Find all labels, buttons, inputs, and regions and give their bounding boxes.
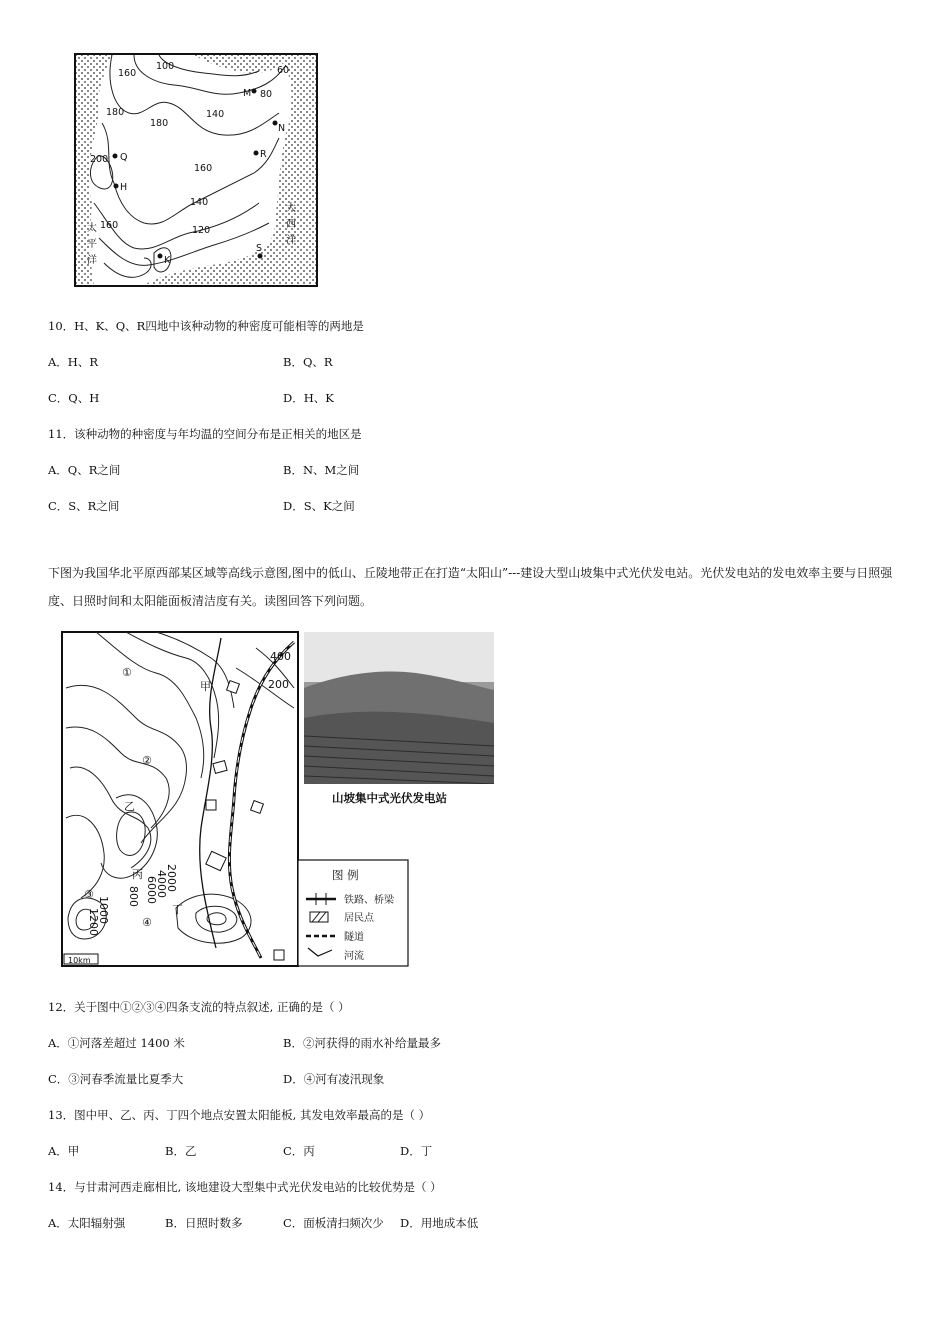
pv-station-photo: [304, 632, 494, 810]
q13-option-c[interactable]: C．丙: [283, 1144, 315, 1158]
q10-option-d[interactable]: D．H、K: [283, 391, 334, 405]
q12-option-a[interactable]: A．①河落差超过 1400 米: [48, 1036, 185, 1050]
place-label: 甲: [200, 680, 211, 693]
contour-label: 1200: [87, 908, 100, 936]
river-label: ③: [84, 888, 94, 901]
contour-label: 1000: [97, 896, 110, 924]
legend: [298, 860, 408, 966]
scale-label: 10km: [68, 956, 91, 965]
place-label: 丙: [132, 868, 143, 881]
ocean-label: 太: [87, 223, 97, 234]
point-label: Q: [120, 152, 128, 163]
q13-option-a[interactable]: A．甲: [48, 1144, 80, 1158]
point-label: M: [243, 88, 252, 99]
q12-option-d[interactable]: D．④河有凌汛现象: [283, 1072, 385, 1086]
contour-label: 60: [277, 65, 290, 76]
contour-label: 200: [268, 678, 289, 691]
q12-option-b[interactable]: B．②河获得的雨水补给量最多: [283, 1036, 441, 1050]
q13-option-d[interactable]: D．丁: [400, 1144, 433, 1158]
ocean-label: 洋: [286, 235, 296, 246]
point-label: R: [260, 149, 267, 160]
contour-map-2: [56, 628, 498, 970]
legend-title: 图 例: [332, 868, 359, 882]
contour-label: 160: [100, 220, 119, 231]
q11-option-a[interactable]: A．Q、R之间: [48, 463, 121, 477]
contour-label: 160: [194, 163, 213, 174]
q13-option-b[interactable]: B．乙: [165, 1144, 197, 1158]
contour-label: 2000: [165, 864, 178, 892]
contour-label: 80: [260, 89, 273, 100]
contour-label: 6000: [145, 876, 158, 904]
ocean-label: 平: [87, 239, 97, 250]
q12-option-c[interactable]: C．③河春季流量比夏季大: [48, 1072, 184, 1086]
place-label: 乙: [124, 800, 135, 813]
river-label: ①: [122, 666, 132, 679]
ocean-label: 西: [286, 219, 296, 230]
legend-railway: 铁路、桥梁: [344, 895, 394, 906]
legend-tunnel: 隧道: [344, 932, 364, 943]
q14-option-d[interactable]: D．用地成本低: [400, 1216, 479, 1230]
q10-option-a[interactable]: A．H、R: [48, 355, 98, 369]
contour-label: 160: [118, 68, 137, 79]
q10-option-b[interactable]: B．Q、R: [283, 355, 333, 369]
river-label: ④: [142, 916, 152, 929]
q14-option-b[interactable]: B．日照时数多: [165, 1216, 243, 1230]
scale-bar: [64, 954, 98, 965]
contour-label: 400: [270, 650, 291, 663]
contour-label: 200: [90, 154, 109, 165]
photo-caption: 山坡集中式光伏发电站: [332, 791, 447, 805]
river-label: ②: [142, 754, 152, 767]
contour-label: 800: [127, 886, 140, 907]
question-14-stem: 14．与甘肃河西走廊相比, 该地建设大型集中式光伏发电站的比较优势是（ ）: [48, 1180, 442, 1194]
contour-label: 140: [206, 109, 225, 120]
q14-option-c[interactable]: C．面板清扫频次少: [283, 1216, 384, 1230]
point-label: K: [164, 255, 171, 266]
reading-passage: 下图为我国华北平原西部某区域等高线示意图,图中的低山、丘陵地带正在打造“太阳山”---建设大型山坡集中式光伏发电站。光伏发电站的发电效率主要与日照强度、日照时间和太阳能面板清洁度有关。读图回答下列问题。: [48, 566, 893, 608]
point-label: H: [120, 182, 128, 193]
legend-settlement: 居民点: [344, 913, 374, 924]
q11-option-c[interactable]: C．S、R之间: [48, 499, 120, 513]
ocean-label: 洋: [87, 255, 97, 266]
q10-option-c[interactable]: C．Q、H: [48, 391, 100, 405]
contour-label: 180: [150, 118, 169, 129]
contour-label: 4000: [155, 870, 168, 898]
ocean-label: 大: [286, 203, 296, 214]
contour-map-1: [74, 53, 318, 287]
q14-option-a[interactable]: A．太阳辐射强: [48, 1216, 126, 1230]
q11-option-d[interactable]: D．S、K之间: [283, 499, 355, 513]
contour-label: 100: [156, 61, 175, 72]
contour-label: 140: [190, 197, 209, 208]
question-12-stem: 12．关于图中①②③④四条支流的特点叙述, 正确的是（ ）: [48, 1000, 350, 1014]
question-11-stem: 11．该种动物的种密度与年均温的空间分布是正相关的地区是: [48, 427, 362, 441]
contour-label: 120: [192, 225, 211, 236]
question-10-stem: 10．H、K、Q、R四地中该种动物的种密度可能相等的两地是: [48, 319, 364, 333]
q11-option-b[interactable]: B．N、M之间: [283, 463, 360, 477]
point-label: N: [278, 123, 286, 134]
place-label: 丁: [172, 903, 183, 916]
contour-label: 180: [106, 107, 125, 118]
legend-river: 河流: [344, 951, 364, 962]
point-label: S: [256, 243, 263, 254]
question-13-stem: 13．图中甲、乙、丙、丁四个地点安置太阳能板, 其发电效率最高的是（ ）: [48, 1108, 431, 1122]
